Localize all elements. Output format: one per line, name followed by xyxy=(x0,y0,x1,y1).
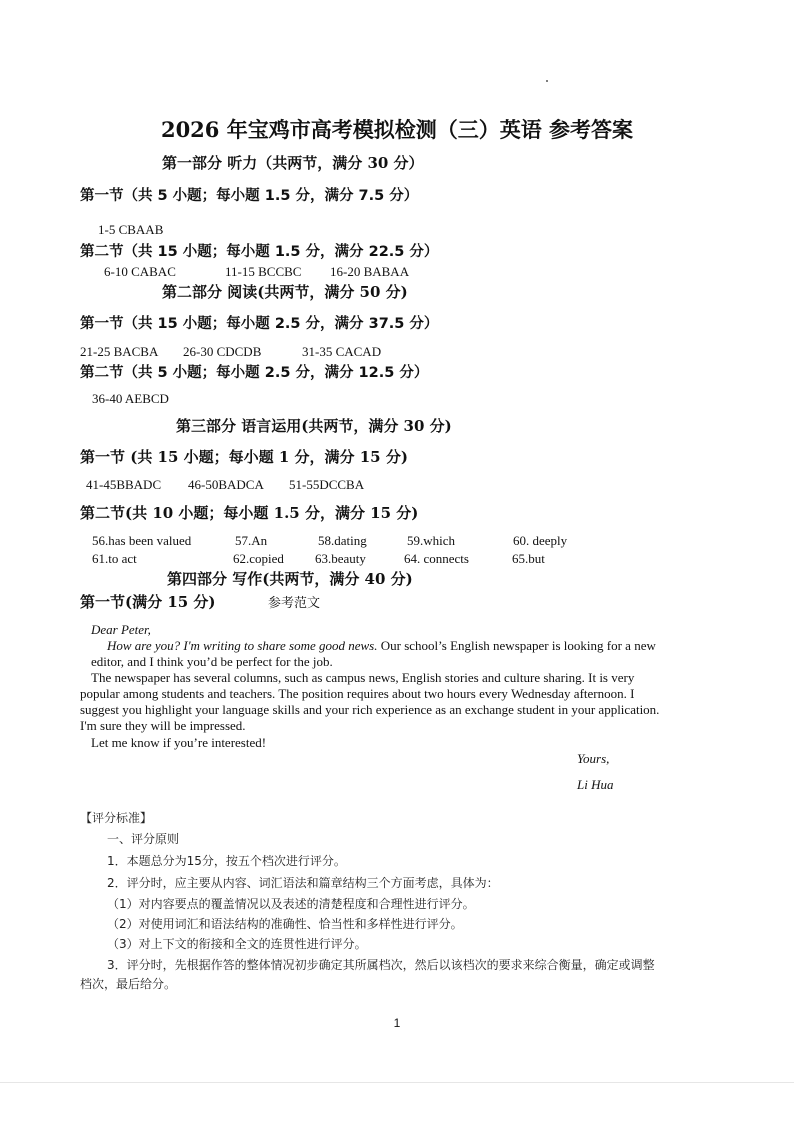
answers-31-35: 31-35 CACAD xyxy=(302,344,382,359)
essay-para-2-line-2: popular among students and teachers. The position requires about two hours every Wednesday afternoon. I xyxy=(80,686,635,701)
criteria-item-2a: （1）对内容要点的覆盖情况以及表述的清楚程度和合理性进行评分。 xyxy=(107,897,475,911)
essay-para-1-line-2: editor, and I think you’d be perfect for the job. xyxy=(91,654,333,669)
part-2-heading: 第二部分 阅读(共两节，满分 50 分) xyxy=(162,283,408,301)
answer-61: 61.to act xyxy=(92,551,137,566)
answer-62: 62.copied xyxy=(233,551,284,566)
answer-57: 57.An xyxy=(235,533,268,548)
page-number: 1 xyxy=(393,1016,401,1030)
answers-6-10: 6-10 CABAC xyxy=(104,264,176,279)
answer-65: 65.but xyxy=(512,551,545,566)
answers-51-55: 51-55DCCBA xyxy=(289,477,365,492)
answers-36-40: 36-40 AEBCD xyxy=(92,391,169,406)
answer-59: 59.which xyxy=(407,533,456,548)
answers-11-15: 11-15 BCCBC xyxy=(225,264,302,279)
writing-section-1: 第一节(满分 15 分) xyxy=(80,593,216,611)
essay-opening-sentence: How are you? I'm writing to share some good news. xyxy=(107,638,378,653)
essay-para-2-line-4: I'm sure they will be impressed. xyxy=(80,718,246,733)
page-title: 2026 年宝鸡市高考模拟检测（三）英语 参考答案 xyxy=(160,117,634,142)
usage-section-1: 第一节 (共 15 小题；每小题 1 分，满分 15 分) xyxy=(80,448,408,466)
essay-para-2-line-1: The newspaper has several columns, such as campus news, English stories and culture sharing. It is very xyxy=(91,670,635,685)
reading-section-2: 第二节（共 5 小题；每小题 2.5 分，满分 12.5 分） xyxy=(80,365,429,381)
answer-60: 60. deeply xyxy=(513,533,568,548)
criteria-item-3-line-2: 档次，最后给分。 xyxy=(80,977,177,991)
answers-41-45: 41-45BBADC xyxy=(86,477,162,492)
criteria-item-2: 2．评分时，应主要从内容、词汇语法和篇章结构三个方面考虑，具体为： xyxy=(107,876,499,890)
criteria-item-2b: （2）对使用词汇和语法结构的准确性、恰当性和多样性进行评分。 xyxy=(107,917,463,931)
scan-speck xyxy=(546,80,548,82)
essay-para-1-rest: Our school’s English newspaper is looking for a new xyxy=(377,638,656,653)
criteria-principle: 一、评分原则 xyxy=(107,832,180,846)
part-4-heading: 第四部分 写作(共两节，满分 40 分) xyxy=(167,570,413,588)
usage-section-2: 第二节(共 10 小题；每小题 1.5 分，满分 15 分) xyxy=(80,504,419,522)
part-1-heading: 第一部分 听力（共两节，满分 30 分） xyxy=(162,154,424,172)
answer-56: 56.has been valued xyxy=(92,533,192,548)
essay-para-2-line-3: suggest you highlight your language skills and your rich experience as an exchange student in your application. xyxy=(80,702,660,717)
criteria-item-1: 1．本题总分为15分，按五个档次进行评分。 xyxy=(107,854,346,868)
essay-closing: Yours, xyxy=(577,751,610,766)
answers-46-50: 46-50BADCA xyxy=(188,477,264,492)
page-bottom-edge xyxy=(0,1082,794,1083)
essay-greeting: Dear Peter, xyxy=(91,622,151,637)
part-3-heading: 第三部分 语言运用(共两节，满分 30 分) xyxy=(176,417,452,435)
answer-58: 58.dating xyxy=(318,533,367,548)
model-essay xyxy=(91,622,723,638)
listening-section-2: 第二节（共 15 小题；每小题 1.5 分，满分 22.5 分） xyxy=(80,244,439,260)
criteria-item-3-line-1: 3．评分时，先根据作答的整体情况初步确定其所属档次，然后以该档次的要求来综合衡量，确定或调整 xyxy=(107,958,655,972)
answer-64: 64. connects xyxy=(404,551,469,566)
essay-para-1-line-1 xyxy=(107,638,656,654)
criteria-heading: 【评分标准】 xyxy=(80,811,153,825)
reading-section-1: 第一节（共 15 小题；每小题 2.5 分，满分 37.5 分） xyxy=(80,316,439,332)
essay-para-3: Let me know if you’re interested! xyxy=(91,735,267,750)
essay-signature: Li Hua xyxy=(577,777,614,792)
answers-21-25: 21-25 BACBA xyxy=(80,344,159,359)
model-essay-label: 参考范文 xyxy=(268,596,321,611)
answers-26-30: 26-30 CDCDB xyxy=(183,344,262,359)
answer-63: 63.beauty xyxy=(315,551,366,566)
answers-1-5: 1-5 CBAAB xyxy=(98,222,164,237)
listening-section-1: 第一节（共 5 小题；每小题 1.5 分，满分 7.5 分） xyxy=(80,188,419,204)
answers-16-20: 16-20 BABAA xyxy=(330,264,410,279)
criteria-item-2c: （3）对上下文的衔接和全文的连贯性进行评分。 xyxy=(107,937,367,951)
